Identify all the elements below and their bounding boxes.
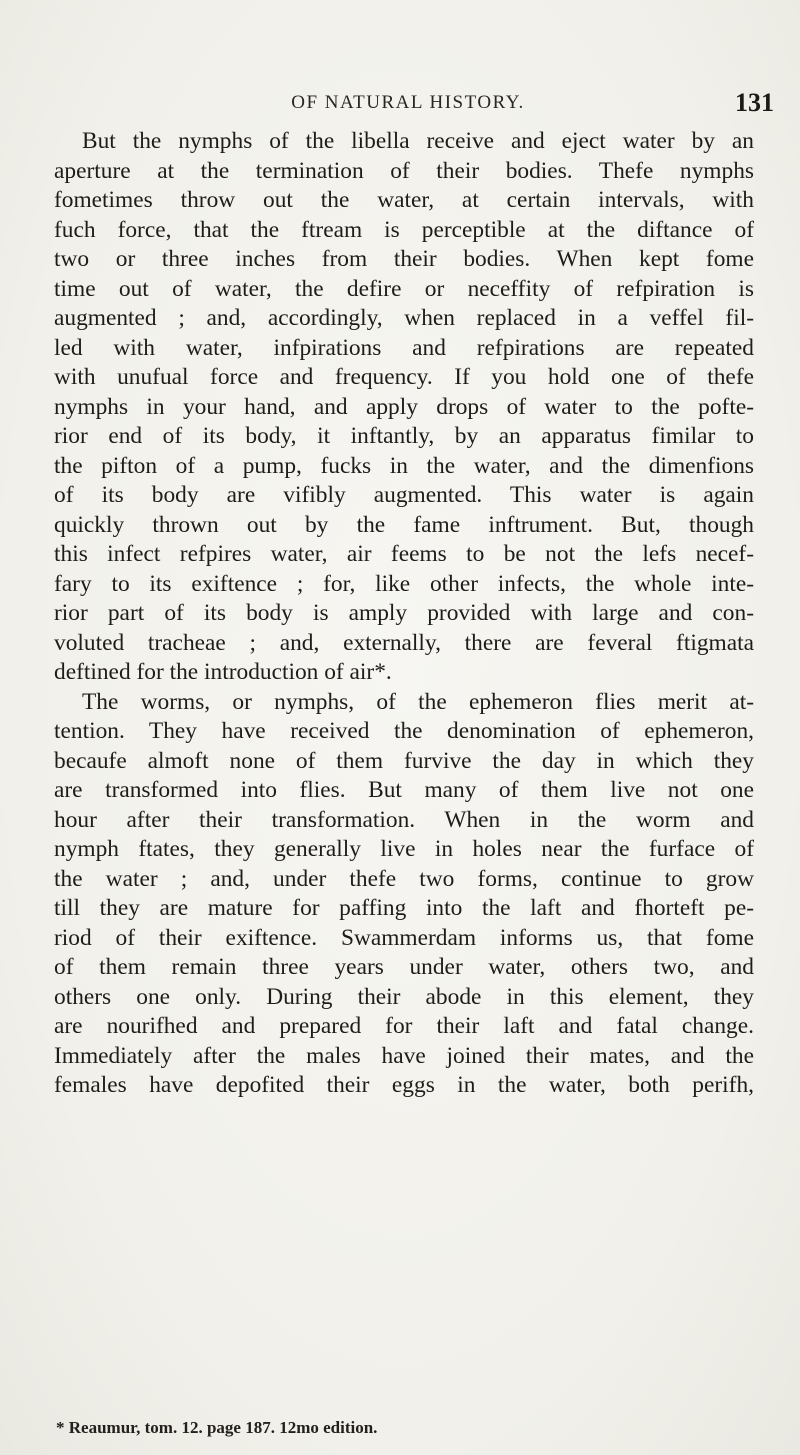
text-line: others one only. During their abode in this element, they: [54, 983, 754, 1010]
text-line: are transformed into flies. But many of them live not one: [54, 777, 754, 803]
text-line: of its body are vifibly augmented. This water is again: [54, 482, 754, 508]
text-line: nymph ftates, they generally live in holes near the furface of: [54, 836, 754, 862]
text-line: augmented ; and, accordingly, when replaced in a veffel fil-: [54, 305, 754, 331]
text-line: fometimes throw out the water, at certain intervals, with: [54, 187, 754, 213]
text-line: quickly thrown out by the fame inftrument. But, though: [54, 511, 754, 538]
text-line: of them remain three years under water, others two, and: [54, 954, 754, 980]
text-line: Immediately after the males have joined their mates, and the: [54, 1042, 754, 1069]
running-head-title: OF NATURAL HISTORY.: [291, 92, 525, 113]
text-line: with unufual force and frequency. If you hold one of thefe: [54, 364, 754, 390]
text-line: are nourifhed and prepared for their laft and fatal change.: [54, 1013, 754, 1039]
text-line: this infect refpires water, air feems to be not the lefs necef-: [54, 541, 754, 567]
text-line: rior end of its body, it inftantly, by an apparatus fimilar to: [54, 423, 754, 449]
footnote: * Reaumur, tom. 12. page 187. 12mo edition.: [56, 1418, 378, 1437]
text-line: The worms, or nymphs, of the ephemeron flies merit at-: [82, 688, 754, 715]
text-line: voluted tracheae ; and, externally, there are feveral ftigmata: [54, 629, 754, 656]
text-line: led with water, infpirations and refpirations are repeated: [54, 334, 754, 361]
text-line: tention. They have received the denomination of ephemeron,: [54, 718, 754, 744]
text-line: time out of water, the defire or neceffity of refpiration is: [54, 275, 754, 302]
page-number: 131: [735, 88, 774, 117]
text-line: fuch force, that the ftream is perceptible at the diftance of: [54, 216, 754, 243]
text-line: the pifton of a pump, fucks in the water, and the dimenfions: [54, 452, 754, 479]
text-line: fary to its exiftence ; for, like other infects, the whole inte-: [54, 570, 754, 597]
text-line: two or three inches from their bodies. When kept fome: [54, 246, 754, 272]
text-line: females have depofited their eggs in the water, both perifh,: [54, 1072, 754, 1098]
text-line: the water ; and, under thefe two forms, continue to grow: [54, 865, 754, 892]
running-head: [108, 88, 788, 132]
body-text: [54, 127, 754, 1101]
text-line: aperture at the termination of their bodies. Thefe nymphs: [54, 157, 754, 184]
text-line: deftined for the introduction of air*.: [54, 659, 392, 685]
text-line: nymphs in your hand, and apply drops of water to the pofte-: [54, 393, 754, 420]
text-line: becaufe almoft none of them furvive the day in which they: [54, 747, 754, 774]
text-line: But the nymphs of the libella receive and eject water by an: [82, 128, 754, 154]
text-line: riod of their exiftence. Swammerdam informs us, that fome: [54, 924, 754, 951]
text-line: rior part of its body is amply provided with large and con-: [54, 600, 754, 626]
text-line: hour after their transformation. When in the worm and: [54, 806, 754, 833]
text-line: till they are mature for paffing into the laft and fhorteft pe-: [54, 895, 754, 921]
